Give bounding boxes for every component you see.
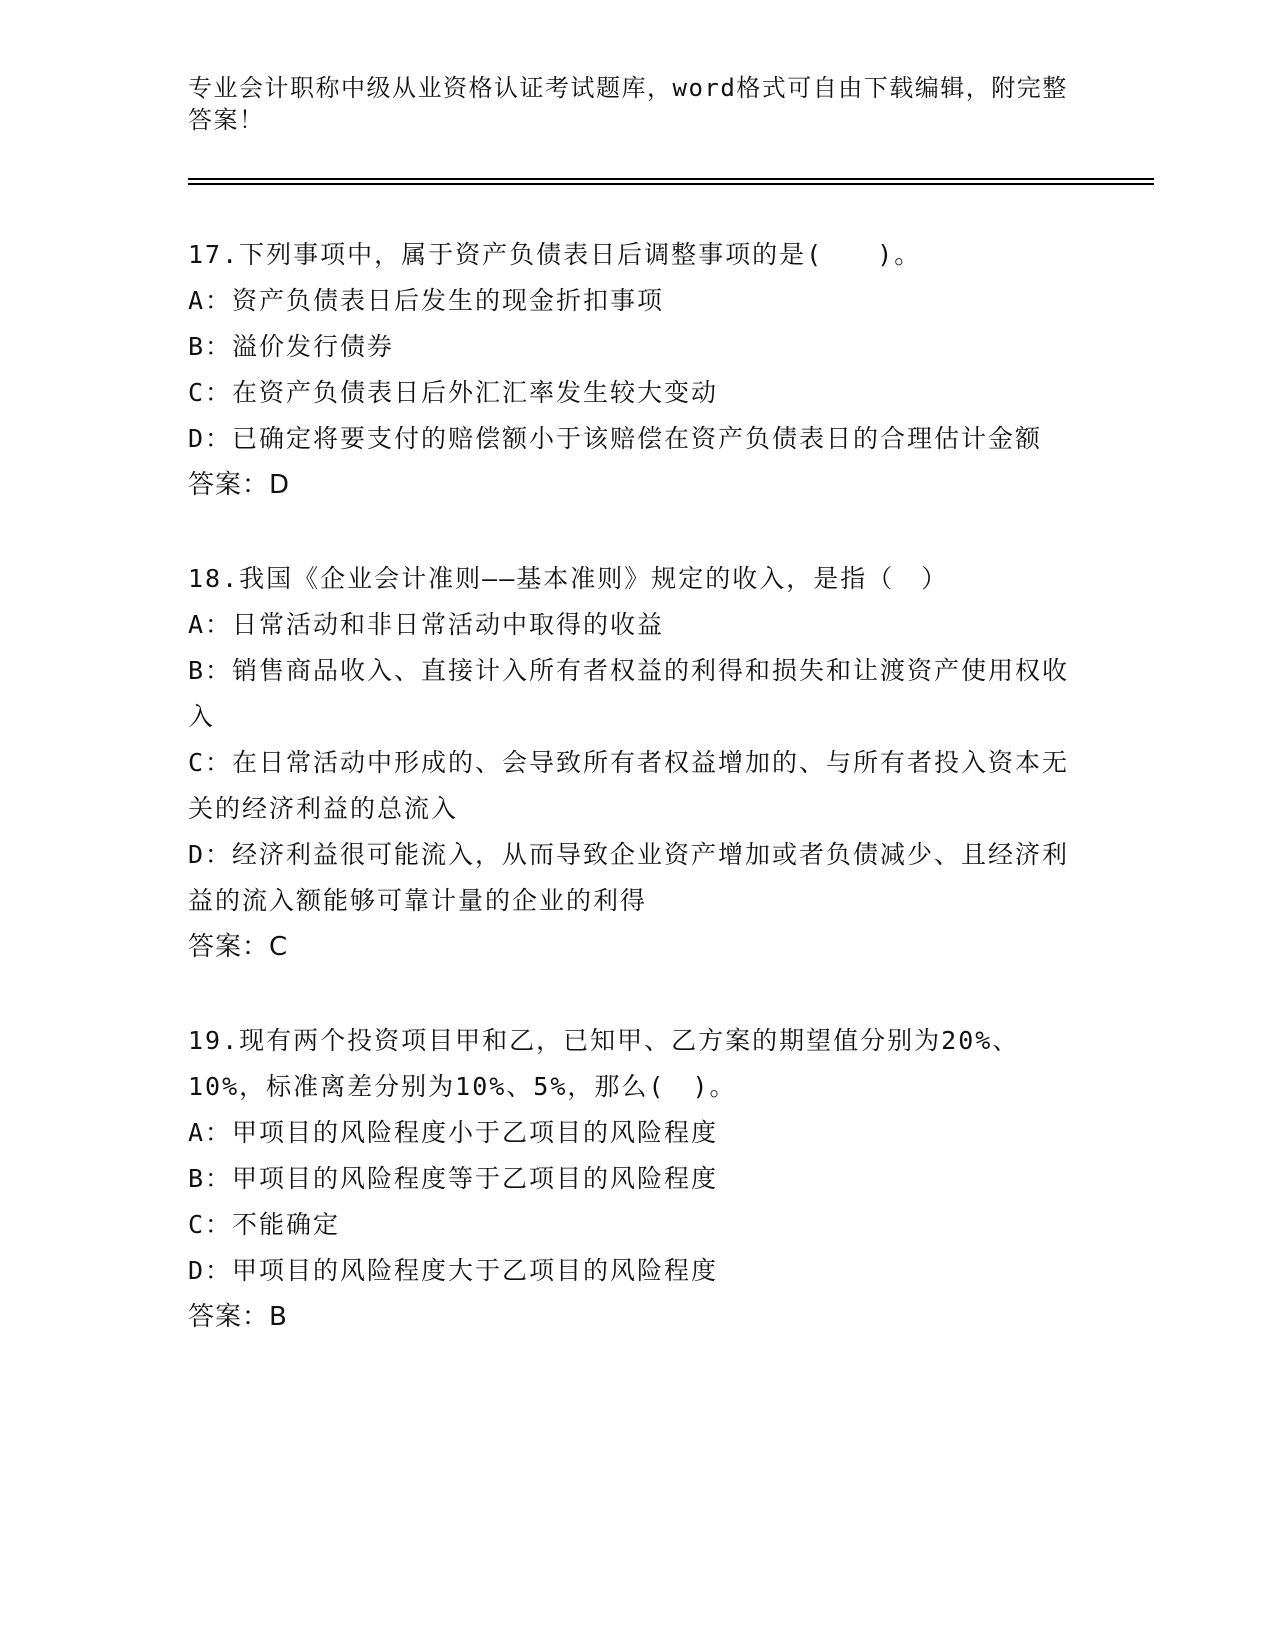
question-stem: 17.下列事项中，属于资产负债表日后调整事项的是( )。	[188, 240, 922, 269]
question-17	[188, 232, 1088, 508]
question-list	[188, 232, 1088, 1388]
option-d: D：已确定将要支付的赔偿额小于该赔偿在资产负债表日的合理估计金额	[188, 424, 1043, 453]
option-b: B：销售商品收入、直接计入所有者权益的利得和损失和让渡资产使用权收入	[188, 656, 1070, 731]
question-stem: 18.我国《企业会计准则——基本准则》规定的收入，是指（ ）	[188, 564, 949, 593]
option-d: D：经济利益很可能流入，从而导致企业资产增加或者负债减少、且经济利益的流入额能够可靠计量的企业的利得	[188, 840, 1070, 915]
question-stem: 19.现有两个投资项目甲和乙，已知甲、乙方案的期望值分别为20%、10%，标准离差分别为10%、5%，那么( )。	[188, 1026, 1020, 1101]
option-d: D：甲项目的风险程度大于乙项目的风险程度	[188, 1256, 719, 1285]
option-b: B：甲项目的风险程度等于乙项目的风险程度	[188, 1164, 719, 1193]
question-19	[188, 1018, 1088, 1340]
option-a: A：日常活动和非日常活动中取得的收益	[188, 610, 665, 639]
answer-label: 答案：B	[188, 1302, 288, 1332]
option-c: C：在日常活动中形成的、会导致所有者权益增加的、与所有者投入资本无关的经济利益的总流入	[188, 748, 1070, 823]
question-18	[188, 556, 1088, 970]
option-c: C：不能确定	[188, 1210, 341, 1239]
document-intro: 专业会计职称中级从业资格认证考试题库，word格式可自由下载编辑，附完整答案！	[188, 74, 1068, 134]
option-c: C：在资产负债表日后外汇汇率发生较大变动	[188, 378, 719, 407]
answer-label: 答案：C	[188, 932, 289, 962]
header-divider-top	[188, 178, 1154, 180]
answer-label: 答案：D	[188, 470, 291, 500]
option-a: A：资产负债表日后发生的现金折扣事项	[188, 286, 665, 315]
option-a: A：甲项目的风险程度小于乙项目的风险程度	[188, 1118, 719, 1147]
header-divider-bottom	[188, 183, 1154, 185]
option-b: B：溢价发行债券	[188, 332, 395, 361]
